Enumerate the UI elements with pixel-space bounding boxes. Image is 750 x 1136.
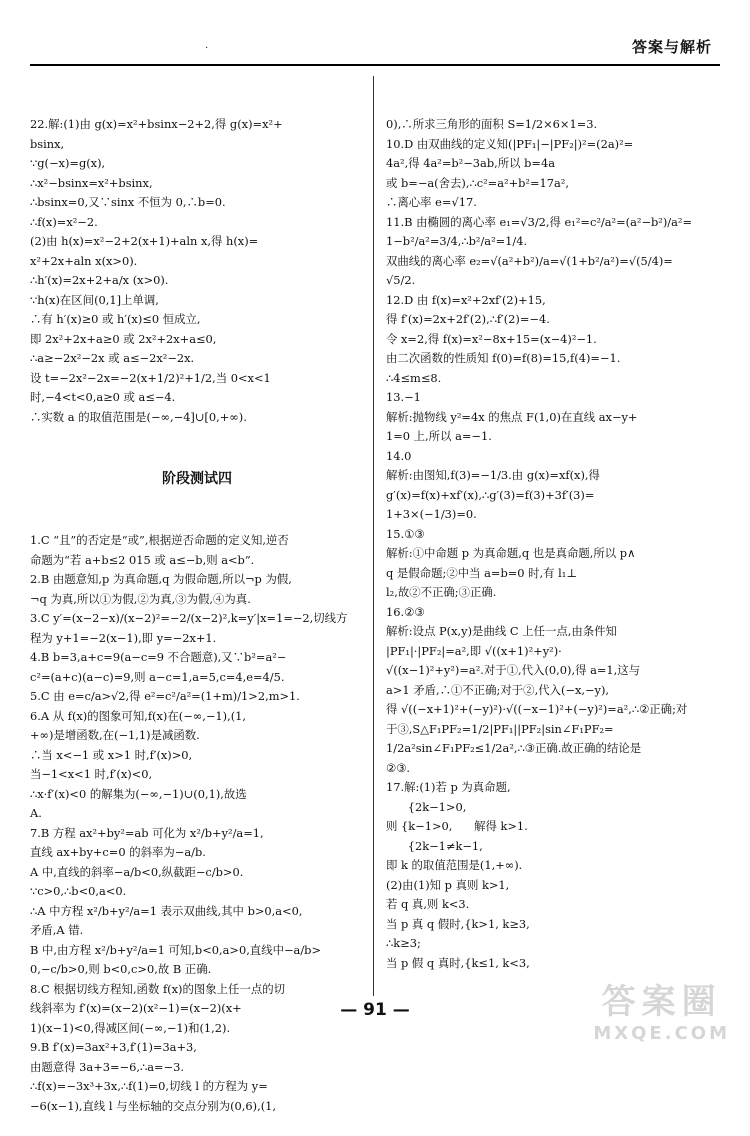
text-line: B 中,由方程 x²/b+y²/a=1 可知,b<0,a>0,直线中−a/b> (30, 942, 321, 957)
left-block-answers (30, 531, 364, 1116)
text-line: 16.②③ (386, 604, 425, 619)
text-line: 则 {k−1>0, 解得 k>1. (386, 819, 528, 833)
page-header (30, 34, 720, 66)
text-line: ∴离心率 e=√17. (386, 195, 477, 209)
text-line: 双曲线的离心率 e₂=√(a²+b²)/a=√(1+b²/a²)=√(5/4)= (386, 253, 673, 268)
text-line: ∵g(−x)=g(x), (30, 156, 106, 170)
text-line: l₂,故②不正确;③正确. (386, 585, 497, 599)
text-line: 解析:①中命题 p 为真命题,q 也是真命题,所以 p∧ (386, 546, 636, 560)
text-line: 时,−4<t<0,a≥0 或 a≤−4. (30, 390, 176, 404)
text-line: ∴当 x<−1 或 x>1 时,f′(x)>0, (30, 747, 193, 762)
text-line: 10.D 由双曲线的定义知(|PF₁|−|PF₂|)²=(2a)²= (386, 136, 634, 151)
text-line: 即 2x²+2x+a≥0 或 2x²+2x+a≤0, (30, 331, 217, 346)
text-line: 9.B f′(x)=3ax²+3,f′(1)=3a+3, (30, 1040, 197, 1054)
text-line: 令 x=2,得 f(x)=x²−8x+15=(x−4)²−1. (386, 331, 597, 346)
right-block-answers (386, 115, 720, 973)
text-line: {2k−1>0, (386, 799, 467, 814)
text-line: (2)由(1)知 p 真则 k>1, (386, 877, 510, 892)
text-line: 5.C 由 e=c/a>√2,得 e²=c²/a²=(1+m)/1>2,m>1. (30, 689, 300, 703)
text-line: 1.C “且”的否定是“或”,根据逆否命题的定义知,逆否 (30, 533, 289, 547)
text-line: ∴a≥−2x²−2x 或 a≤−2x²−2x. (30, 351, 195, 365)
text-line: 1=0 上,所以 a=−1. (386, 429, 492, 443)
text-line: 6.A 从 f(x)的图象可知,f(x)在(−∞,−1),(1, (30, 708, 247, 723)
page-number: — 91 — (340, 1000, 410, 1020)
section-title: 阶段测试四 (162, 471, 232, 487)
text-line: 1)(x−1)<0,得减区间(−∞,−1)和(1,2). (30, 1020, 231, 1035)
text-line: 由题意得 3a+3=−6,∴a=−3. (30, 1059, 184, 1074)
text-line: 7.B 方程 ax²+by²=ab 可化为 x²/b+y²/a=1, (30, 825, 264, 840)
text-line: ②③. (386, 760, 411, 775)
text-line: √5/2. (386, 273, 416, 287)
text-line: ∵c>0,∴b<0,a<0. (30, 884, 127, 898)
text-line: ∴x·f′(x)<0 的解集为(−∞,−1)∪(0,1),故选 (30, 786, 247, 801)
text-line: ∵h(x)在区间(0,1]上单调, (30, 292, 159, 307)
text-line: ∴有 h′(x)≥0 或 h′(x)≤0 恒成立, (30, 312, 201, 326)
text-line: 直线 ax+by+c=0 的斜率为−a/b. (30, 845, 206, 859)
text-line: 22.解:(1)由 g(x)=x²+bsinx−2+2,得 g(x)=x²+ (30, 117, 283, 131)
text-line: ∴4≤m≤8. (386, 370, 442, 385)
text-line: 13.−1 (386, 390, 421, 404)
text-line: ∴h′(x)=2x+2+a/x (x>0). (30, 273, 169, 287)
text-line: +∞)是增函数,在(−1,1)是减函数. (30, 728, 200, 742)
text-line: A 中,直线的斜率−a/b<0,纵截距−c/b>0. (30, 864, 244, 879)
text-line: (2)由 h(x)=x²−2+2(x+1)+aln x,得 h(x)= (30, 234, 259, 248)
header-dot: . (205, 40, 209, 51)
column-divider (373, 76, 374, 996)
text-line: ∴f(x)=−3x³+3x,∴f(1)=0,切线 l 的方程为 y= (30, 1079, 268, 1093)
text-line: 程为 y+1=−2(x−1),即 y=−2x+1. (30, 630, 217, 645)
text-line: bsinx, (30, 136, 65, 151)
text-line: 即 k 的取值范围是(1,+∞). (386, 858, 523, 872)
text-line: A. (30, 806, 42, 820)
text-line: 解析:抛物线 y²=4x 的焦点 F(1,0)在直线 ax−y+ (386, 409, 638, 424)
text-line: 线斜率为 f′(x)=(x−2)(x²−1)=(x−2)(x+ (30, 1001, 242, 1015)
text-line: |PF₁|·|PF₂|=a²,即 √((x+1)²+y²)· (386, 643, 562, 658)
text-line: 0,−c/b>0,则 b<0,c>0,故 B 正确. (30, 962, 212, 976)
text-line: −6(x−1),直线 l 与坐标轴的交点分别为(0,6),(1, (30, 1098, 277, 1113)
text-line: 17.解:(1)若 p 为真命题, (386, 780, 511, 794)
text-line: 11.B 由椭圆的离心率 e₁=√3/2,得 e₁²=c²/a²=(a²−b²)/a²= (386, 214, 693, 229)
text-line: 1/2a²sin∠F₁PF₂≤1/2a²,∴③正确.故正确的结论是 (386, 741, 642, 755)
text-line: 得 f′(x)=2x+2f′(2),∴f′(2)=−4. (386, 312, 550, 326)
text-line: 1+3×(−1/3)=0. (386, 507, 477, 521)
text-line: 解析:设点 P(x,y)是曲线 C 上任一点,由条件知 (386, 624, 617, 638)
text-line: 于③,S△F₁PF₂=1/2|PF₁||PF₂|sin∠F₁PF₂= (386, 721, 614, 736)
text-line: √((x−1)²+y²)=a².对于①,代入(0,0),得 a=1,这与 (386, 663, 641, 677)
left-block-problem-22 (30, 115, 364, 427)
text-line: 当−1<x<1 时,f′(x)<0, (30, 767, 153, 781)
text-line: 4.B b=3,a+c=9(a−c=9 不合题意),又∵b²=a²− (30, 650, 287, 664)
text-line: ∴A 中方程 x²/b+y²/a=1 表示双曲线,其中 b>0,a<0, (30, 903, 303, 918)
text-line: 当 p 真 q 假时,{k>1, k≥3, (386, 916, 530, 931)
text-line: ∴bsinx=0,又∵sinx 不恒为 0,∴b=0. (30, 195, 226, 209)
text-line: 解析:由图知,f(3)=−1/3.由 g(x)=xf(x),得 (386, 468, 600, 482)
text-line: 1−b²/a²=3/4,∴b²/a²=1/4. (386, 234, 528, 248)
watermark-url: MXQE.COM (593, 1023, 730, 1044)
text-line: x²+2x+aln x(x>0). (30, 253, 138, 268)
text-line: 矛盾,A 错. (30, 923, 84, 937)
text-line: 若 q 真,则 k<3. (386, 897, 470, 911)
text-line: ¬q 为真,所以①为假,②为真,③为假,④为真. (30, 591, 251, 606)
text-line: 得 √((−x+1)²+(−y)²)·√((−x−1)²+(−y)²)=a²,∴②正确;对 (386, 702, 688, 716)
text-line: ∴k≥3; (386, 936, 421, 950)
text-line: 2.B 由题意知,p 为真命题,q 为假命题,所以¬p 为假, (30, 572, 292, 586)
header-title: 答案与解析 (631, 38, 712, 56)
text-line: 14.0 (386, 448, 412, 463)
text-line: ∴f(x)=x²−2. (30, 214, 98, 229)
text-line: q 是假命题;②中当 a=b=0 时,有 l₁⊥ (386, 565, 578, 580)
text-line: 0),∴所求三角形的面积 S=1/2×6×1=3. (386, 117, 598, 131)
text-line: a>1 矛盾,∴①不正确;对于②,代入(−x,−y), (386, 682, 610, 697)
text-line: 12.D 由 f(x)=x²+2xf′(2)+15, (386, 292, 546, 307)
text-line: ∴x²−bsinx=x²+bsinx, (30, 175, 153, 190)
text-line: 或 b=−a(舍去),∴c²=a²+b²=17a², (386, 175, 569, 190)
left-column (30, 76, 364, 1136)
text-line: {2k−1≠k−1, (386, 838, 483, 853)
text-line: c²=(a+c)(a−c)=9,则 a−c=1,a=5,c=4,e=4/5. (30, 669, 285, 684)
text-line: 命题为“若 a+b≤2 015 或 a≤−b,则 a<b”. (30, 552, 255, 567)
text-line: 由二次函数的性质知 f(0)=f(8)=15,f(4)=−1. (386, 351, 621, 365)
right-column (386, 76, 720, 993)
text-line: 设 t=−2x²−2x=−2(x+1/2)²+1/2,当 0<x<1 (30, 370, 271, 385)
text-line: 15.①③ (386, 526, 425, 541)
text-line: 当 p 假 q 真时,{k≤1, k<3, (386, 955, 530, 970)
watermark-logo (593, 974, 730, 1044)
text-line: 4a²,得 4a²=b²−3ab,所以 b=4a (386, 156, 556, 170)
text-line: 3.C y′=(x−2−x)/(x−2)²=−2/(x−2)²,k=y′|x=1=−2,切线方 (30, 611, 348, 625)
watermark-text: 答案圈 (601, 982, 722, 1022)
text-line: ∴实数 a 的取值范围是(−∞,−4]∪[0,+∞). (30, 409, 247, 424)
text-line: g′(x)=f(x)+xf′(x),∴g′(3)=f(3)+3f′(3)= (386, 487, 595, 502)
text-line: 8.C 根据切线方程知,函数 f(x)的图象上任一点的切 (30, 981, 286, 996)
